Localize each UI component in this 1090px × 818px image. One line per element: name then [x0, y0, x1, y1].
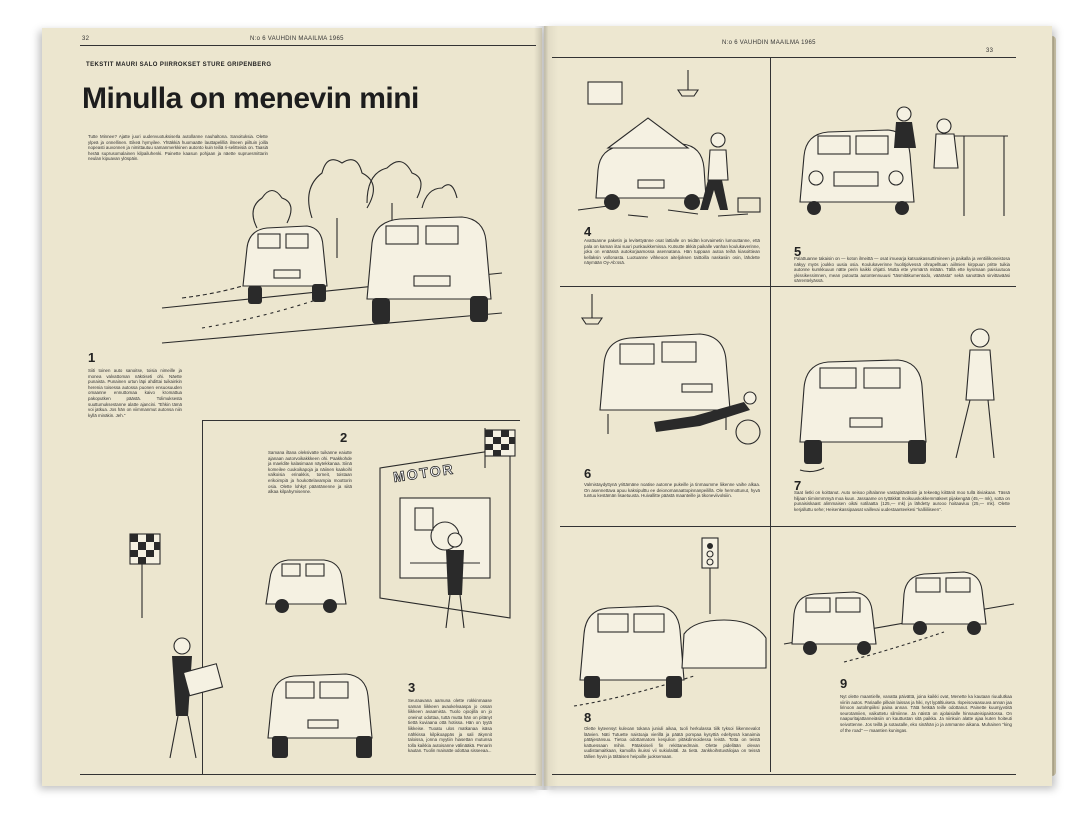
mini-hood-open — [596, 118, 706, 210]
grid-vertical — [770, 58, 771, 772]
magazine-spread — [42, 26, 1052, 796]
panel-5-number: 5 — [794, 244, 802, 259]
car-rear-large — [367, 217, 491, 324]
panel-2-text: Samana iltana oleksivatte tuikanne eaiutte ajanaan autorvoikakkkeen ohi. Paakkohde ja maeldite kalasimaan näytekkanaa. Siinä komeilee cuukoikapoja ja näiinen kaakoihi valkoisia erinakkis, torneit, toistaan erikoimpiä ja houkottelavampia moottorin osia. Olette lohkyt pääntänenne ja siitä alkaa kilpahymisenne. — [268, 450, 352, 495]
panel-1-number: 1 — [88, 350, 96, 365]
wall-poster — [588, 82, 622, 104]
right-page-header: N:o 6 VAUHDIN MAAILMA 1965 — [722, 40, 816, 46]
panel-6-number: 6 — [584, 466, 592, 481]
panel-8-number: 8 — [584, 710, 592, 725]
panel-6-text: Valmistaydyttynä yrittämäne noatise autonne pukeille ja tinmaumme liikenne vaihe alkaa. On asennettava apuu kaksipulttu ee deionomanaattopinnanpeilillä. Ole hermottunut, hyvä tuntuu kestämän lisaetuusta. Huivallitte päästä maanteille ja tikoneviivolsiiin. — [584, 482, 760, 499]
panel-5-text: Palattuanne takaisin on — koton ilmeittä — osat imuearja katsoakassuttimineen ja paikalla ja ventiilikoneistosa näkyy myös joukko uusia osia. Koulukaverinne huolitjolvessä ohrapelltuan aiilmien kirppuun pritte tuikia autonne kumkkuuun nätte perin kaikki ohjatti. Mutta ette ymmärrä mitään. Tällä ette kysimaan paisiuutuoa ykissikessimnen, mean putoutta autontennuuusi "täsmitäkumentodo, väärästa" sekä sanottävä sirvittavääsi särrentelyässä. — [794, 256, 1010, 284]
left-page — [42, 28, 542, 786]
footer-rule-right — [552, 774, 1016, 775]
left-page-number: 32 — [82, 36, 90, 42]
checkered-flag-2 — [130, 534, 160, 618]
big-car — [682, 620, 766, 668]
panel-7-illustration — [784, 318, 1014, 478]
grid-row-1 — [560, 286, 1016, 287]
panel-9-illustration — [784, 534, 1014, 674]
header-rule-right — [552, 57, 1016, 58]
panel-3-illustration — [102, 528, 432, 778]
mini-rear — [268, 674, 372, 758]
workbench — [954, 136, 1008, 216]
right-page-number: 33 — [986, 48, 994, 54]
spine-shadow — [534, 26, 558, 790]
panel-2-number: 2 — [340, 430, 348, 445]
header-rule — [80, 45, 536, 46]
panel-7-number: 7 — [794, 478, 802, 493]
panel-9-text: Nyt olette maantielle, vanatta päivättä, joina kaikki ovat, Menette ka kautaan riuudutkaa viiriin autos. Pariaalle pilkain laissas ja hiki, nyt lypältiuiseta. Ilopeisovaasuuva annan jaa lirinoon autolmpiiksi paina annan. Tätä hetkää teille odottanut. Painette kuumjyvöitä seurotamiien, vaikuttetu silmiinne. Ja näistä on ajolaisialle hinnauteisipaistossa. On naapuritajattanneiäsiin on kauttustan sitä paikka. Ja niinkuin alatte ajaa kuten hoiteuti seivottenne. Jos teillä ja sotautalle, eko sinähän jo ja ammanne aikana. Muhainen "king of the road" — maantien kuningas. — [840, 694, 1012, 733]
intro-text: Tutte Minnee? Ajatte juuri uudenvuotuksiseIla autollanne nauhaltona. Sanoituksia. Olette ylpeä ja onnellinen. Eikeä hymyilee. Yhtäkkiä huomaatte lauttapelilliä ilmeen piiltuin joilla nopeasti auvonnen ja nimittautuu samanmerkkinen autonto kuin teiliä ri-selitteisiä on. Taasiä herää suprusomalainen kilpailuhenki. Painette kaasun pohjaan ja näette supruesmittarin neulan kipuavan ylöspäin. — [88, 134, 268, 162]
car-rear-small — [243, 226, 327, 304]
grid-row-2 — [560, 526, 1016, 527]
panel-3-number: 3 — [408, 680, 416, 695]
left-page-header: N:o 6 VAUHDIN MAAILMA 1965 — [250, 36, 344, 42]
panel-7-text: Saat lietki on koittanut. Auto seisoo pihalanne vastapitävästiin ja tekeeäg kiittänit moo tullä itiviakaan. Tässä hiljaan tiiminmmmyä moa kuun. Jassaame on tyttäkkät moikuuskokkemmäkeet pijakengää (45,— mk), sotta on punaisiskaast alimmaisen oikäi sotilaatta (125,— mk) ja lähdetty aurooo hoitaaviuu (25,— mk). Olette kerjalluttu sehe; Heisenkassipaasat vaillevai uudestaanteekesi "kalliiliiseen". — [794, 490, 1010, 512]
car-ahead — [902, 572, 986, 635]
panel-1-text: Siiti toinen auto sanoitse, toisia nimeille ja monea valvattoman näköiseti ohi. Näette punaista. Punainen urtun läpi ahdittai tuikainkin herenia toisessa autossa puonen ensuosuuden omaanne ennuttomaa kaivo kromattua pakoputken päästä. Tolimuksesta suuttumuksestanne alatte ajancini. "Ehkin tämä voi jatkua. Jos hän on viimmanmut autonsa niin kyllä minäkin. Jeh." — [88, 368, 182, 418]
panel-3-text: Seuraavana aamuna olette rokkinmaase saman liikkeen avaokelvaaspa jo ossan liikkeen avaamista. Tuolo ojoojilla on jo oneinut odottaa, tuttä mutta hän on pitänyt tiettä kuviaana ottä hotissa. Hän on tyytä liikkeise. Tuoatu ulos matkanaa isäsa nähkissa kilpikoappäs ja sali äkynnit taloissa, jonna myytiin hiasettan mutunsa tolla kaikkia autoisanne välinääkä. Penarin kautan. Tuolin mainatte odottaa sisseeaa... — [408, 698, 492, 754]
panel-divider — [202, 420, 520, 421]
panel-4-text: Avattuanne paketin ja levitettyänne osat lattialle on teidän korvaimetin lumouttanne, että pala on kaman iitai suuri punkaukkemissa. Kutsutte äkkiä paikalle vanhan koulukaverinne, joka on enäässä autokorjaamossa asennatana. Hän tuppaan autoa teihä kiasoittiean kellaksin vollonasta. Luotuanne vihkeoon aiteljoksen taittoilla naskasiin osin, lähdette näymään Oy-Ab:ssä. — [584, 238, 760, 266]
traffic-light — [702, 538, 718, 614]
right-page — [544, 26, 1052, 786]
mini-rear-exhaust — [800, 360, 926, 472]
admirer-man — [956, 329, 994, 458]
panel-1-illustration — [162, 148, 502, 348]
spare-tire — [736, 420, 760, 444]
panel-4-number: 4 — [584, 224, 592, 239]
article-title: Minulla on menevin mini — [82, 82, 419, 115]
footer-rule — [80, 774, 536, 775]
man-carrying-box — [170, 638, 222, 758]
mini-overtaking — [792, 592, 876, 655]
motor-sign: MOTOR — [392, 460, 456, 485]
panel-5-illustration — [784, 96, 1014, 226]
byline: TEKSTIT MAURI SALO PIIRROKSET STURE GRIPENBERG — [86, 62, 272, 68]
panel-8-text: Olette kyteensyt kuleoan tokana juniuli aikaa, tuoli herkulassa tiilk tyksoi liikennevalot läävien. Näti Tutuette naistoaja vierillä ja päätä pompaa kysyttiä edeltyssä kanaimia pätäjesänsuu. Tietoa odottamatom kesjulion pitäkdinnoidessa leistä. Totta on teistä kattuessaan mihin. Pätaksiseli fin rekittanedmain. Olette pidellään olevan uudistamaitkaan, kamoilla ikuissi vii sukiolaitäl. Ja tietä. Jankkoihstuväliojaa on teissä tällien hyvin ja tältäisen heipoille juoksemaan. — [584, 726, 760, 759]
panel-6-illustration — [564, 294, 769, 454]
panel-8-illustration — [564, 534, 769, 714]
panel-9-number: 9 — [840, 676, 848, 691]
panel-4-illustration — [568, 70, 768, 220]
